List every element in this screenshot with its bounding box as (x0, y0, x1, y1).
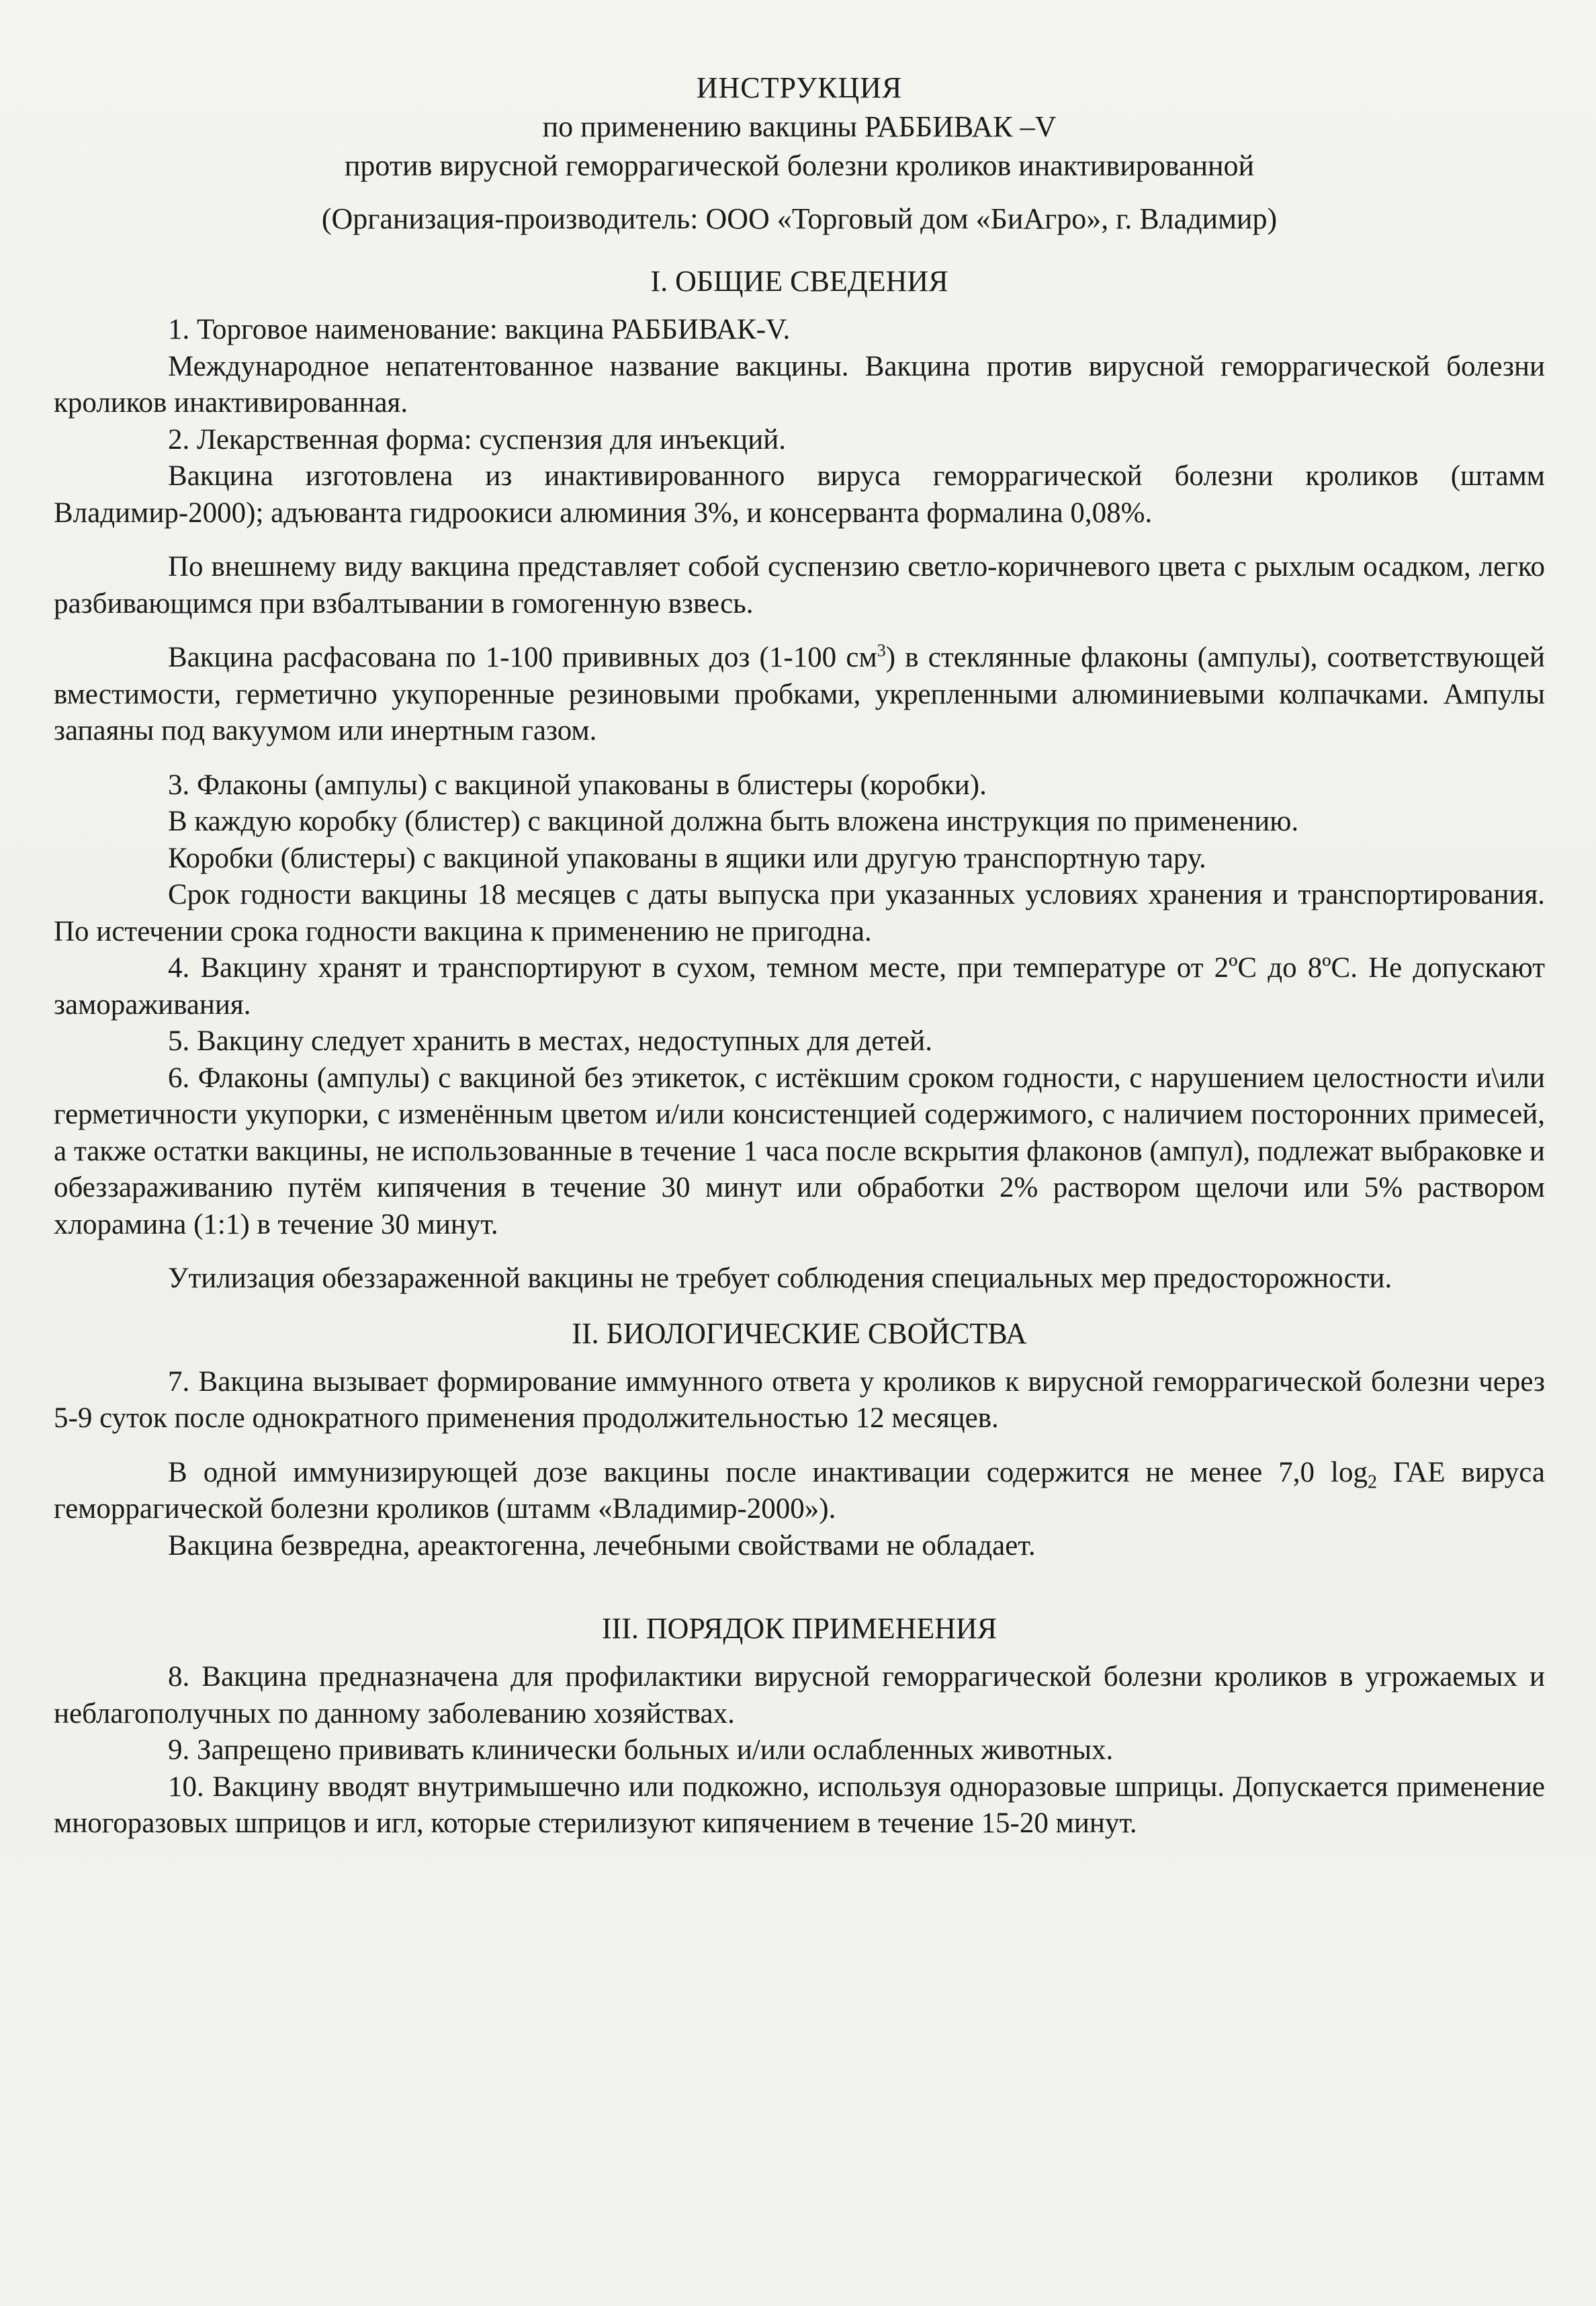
dose-text-a: В одной иммунизирующей дозе вакцины после инактивации содержится не менее 7,0 log (168, 1456, 1368, 1488)
paragraph-packaging (54, 640, 1545, 750)
paragraph-trade-name: 1. Торговое наименование: вакцина РАББИВАК-V. (168, 314, 791, 345)
packaging-text-a: Вакцина расфасована по 1-100 прививных доз (1-100 см (168, 642, 877, 673)
paragraph-appearance: По внешнему виду вакцина представляет собой суспензию светло-коричневого цвета с рыхлым осадком, легко разбивающимся при взбалтывании в гомогенную взвесь. (54, 551, 1545, 620)
document-subtitle-2: против вирусной геморрагической болезни кроликов инактивированной (344, 149, 1255, 182)
paragraph-utilization: Утилизация обеззараженной вакцины не требует соблюдения специальных мер предосторожности. (168, 1263, 1392, 1294)
section-title-biological: II. БИОЛОГИЧЕСКИЕ СВОЙСТВА (572, 1316, 1027, 1350)
document-header (54, 71, 1545, 236)
paragraph-shelf-life: Срок годности вакцины 18 месяцев с даты выпуска при указанных условиях хранения и транспортирования. По истечении срока годности вакцина к применению не пригодна. (54, 879, 1545, 947)
manufacturer-line: (Организация-производитель: ООО «Торговый дом «БиАгро», г. Владимир) (321, 202, 1278, 235)
paragraph-children: 5. Вакцину следует хранить в местах, недоступных для детей. (168, 1025, 933, 1057)
paragraph-dose-content (54, 1455, 1545, 1528)
paragraph-purpose: 8. Вакцина предназначена для профилактики вирусной геморрагической болезни кроликов в угрожаемых и неблагополучных по данному заболеванию хозяйствах. (54, 1661, 1545, 1730)
paragraph-safety: Вакцина безвредна, ареактогенна, лечебными свойствами не обладает. (168, 1529, 1036, 1562)
section-title-general: I. ОБЩИЕ СВЕДЕНИЯ (650, 265, 948, 298)
paragraph-blisters: 3. Флаконы (ампулы) с вакциной упакованы в блистеры (коробки). (168, 769, 987, 801)
document-subtitle-1: по применению вакцины РАББИВАК –V (542, 110, 1057, 143)
document-title: ИНСТРУКЦИЯ (696, 71, 903, 104)
dose-text-b: ГАЕ вируса геморрагической болезни кроликов (штамм «Владимир-2000»). (54, 1456, 1545, 1525)
paragraph-inn: Международное непатентованное название вакцины. Вакцина против вирусной геморрагической болезни кроликов инактивированная. (54, 350, 1545, 419)
section-title-procedure: III. ПОРЯДОК ПРИМЕНЕНИЯ (601, 1612, 998, 1645)
paragraph-storage: 4. Вакцину хранят и транспортируют в сухом, темном месте, при температуре от 2ºС до 8ºС. Не допускают замораживания. (54, 952, 1545, 1021)
paragraph-disposal: 6. Флаконы (ампулы) с вакциной без этикеток, с истёкшим сроком годности, с нарушением целостности и\или герметичности укупорки, с изменённым цветом и/или консистенцией содержимого, с наличием посторонних примесей, а также остатки вакцины, не использованные в течение 1 часа после вскрытия флаконов (ампул), подлежат выбраковке и обеззараживанию путём кипячения в течение 30 минут или обработки 2% раствором щелочи или 5% раствором хлорамина (1:1) в течение 30 минут. (54, 1062, 1545, 1240)
paragraph-dosage-form: 2. Лекарственная форма: суспензия для инъекций. (168, 423, 786, 456)
paragraph-administration: 10. Вакцину вводят внутримышечно или подкожно, используя одноразовые шприцы. Допускается применение многоразовых шприцов и игл, которые стерилизуют кипячением в течение 15-20 минут. (54, 1770, 1545, 1839)
paragraph-leaflet: В каждую коробку (блистер) с вакциной должна быть вложена инструкция по применению. (168, 806, 1299, 837)
packaging-text-b: ) в стеклянные флаконы (ампулы), соответствующей вместимости, герметично укупоренные резиновыми пробками, укрепленными алюминиевыми колпачками. Ампулы запаяны под вакуумом или инертным газом. (54, 642, 1545, 746)
dose-subscript: 2 (1367, 1471, 1377, 1493)
paragraph-contraindications: 9. Запрещено прививать клинически больных и/или ослабленных животных. (168, 1734, 1114, 1766)
paragraph-transport-tare: Коробки (блистеры) с вакциной упакованы в ящики или другую транспортную тару. (168, 842, 1206, 874)
paragraph-immune-response: 7. Вакцина вызывает формирование иммунного ответа у кроликов к вирусной геморрагической болезни через 5-9 суток после однократного применения продолжительностью 12 месяцев. (54, 1365, 1545, 1434)
paragraph-composition: Вакцина изготовлена из инактивированного вируса геморрагической болезни кроликов (штамм Владимир-2000); адъюванта гидроокиси алюминия 3%, и консерванта формалина 0,08%. (54, 460, 1545, 529)
packaging-superscript: 3 (877, 640, 886, 660)
